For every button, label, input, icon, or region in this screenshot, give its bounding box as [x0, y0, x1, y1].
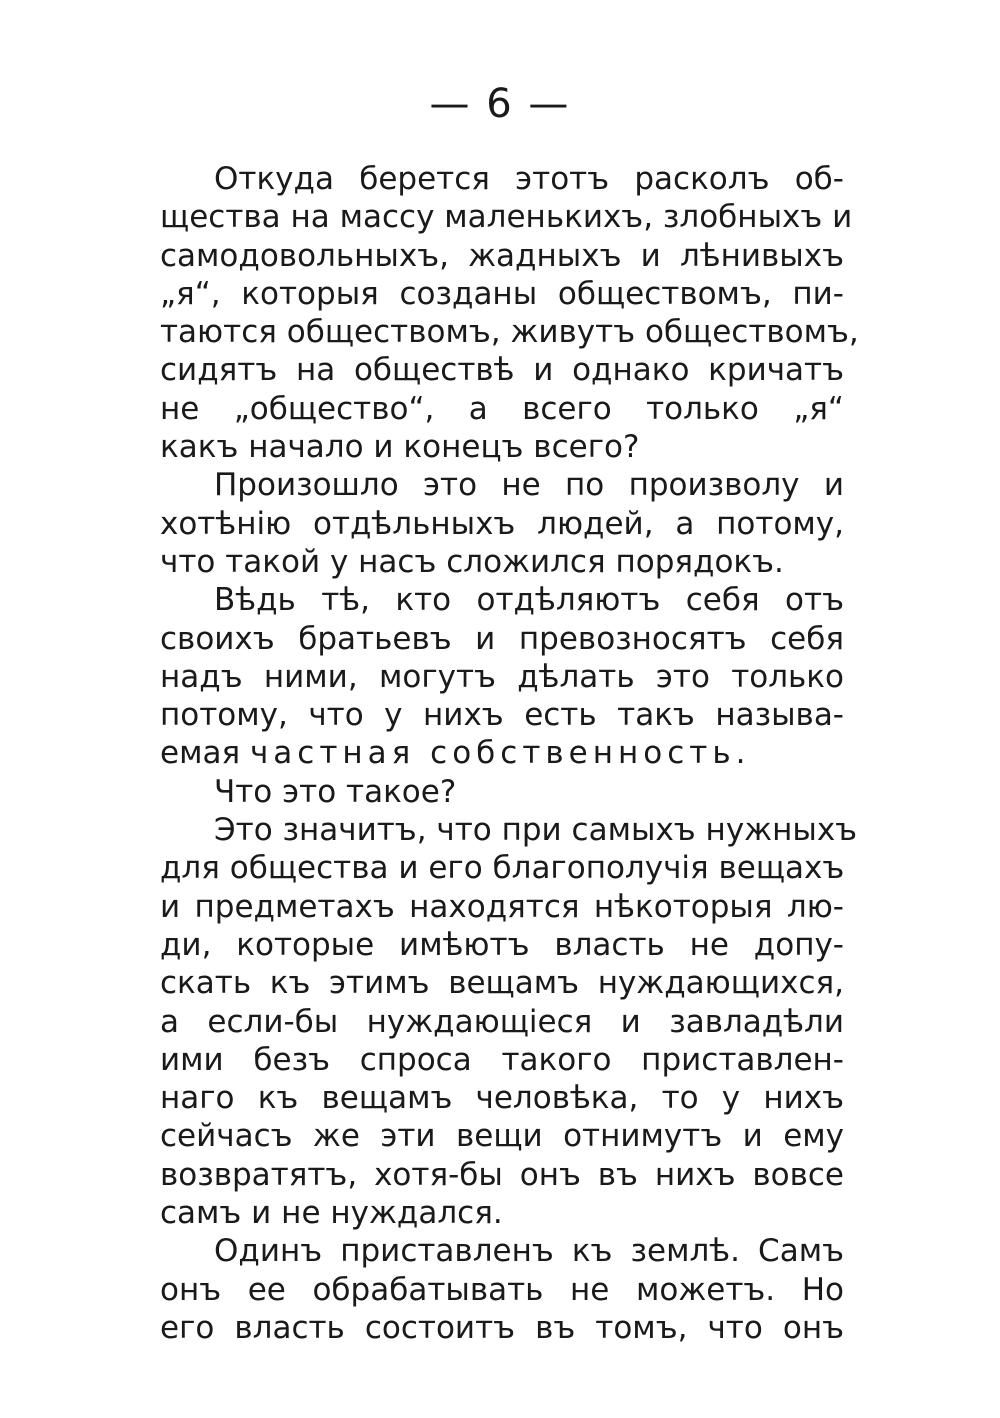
text-fragment: емая	[160, 735, 250, 772]
text-line: щества на массу маленькихъ, злобныхъ и	[160, 199, 853, 236]
text-line: не „общество“, а всего только „я“	[160, 390, 844, 427]
text-line: а если-бы нуждающіеся и завладѣли	[160, 1003, 844, 1040]
emphasized-term: частная собственность.	[249, 735, 751, 772]
text-line: „я“, которыя созданы обществомъ, пи-	[160, 275, 844, 312]
text-line: ими безъ спроса такого приставлен-	[160, 1041, 844, 1078]
text-line: самъ и не нуждался.	[160, 1195, 503, 1232]
text-line: хотѣнію отдѣльныхъ людей, а потому,	[160, 505, 844, 542]
text-line: Вѣдь тѣ, кто отдѣляютъ себя отъ	[214, 582, 844, 619]
text-line: Произошло это не по произволу и	[214, 467, 844, 504]
body-text	[160, 160, 859, 1347]
text-line: Что это такое?	[214, 773, 457, 810]
text-line: таются обществомъ, живутъ обществомъ,	[160, 314, 859, 351]
text-line: своихъ братьевъ и превозносятъ себя	[160, 620, 844, 657]
text-line: надъ ними, могутъ дѣлать это только	[160, 658, 844, 695]
text-line: Откуда берется этотъ расколъ об-	[214, 161, 844, 197]
text-line	[160, 734, 844, 772]
text-line: какъ начало и конецъ всего?	[160, 429, 640, 466]
text-line: наго къ вещамъ человѣка, то у нихъ	[160, 1080, 844, 1117]
text-line: возвратятъ, хотя-бы онъ въ нихъ вовсе	[160, 1156, 844, 1193]
text-line: самодовольныхъ, жадныхъ и лѣнивыхъ	[160, 237, 844, 274]
text-line: что такой у насъ сложился порядокъ.	[160, 543, 784, 580]
text-line: онъ ее обрабатывать не можетъ. Но	[160, 1271, 844, 1308]
text-line: его власть состоитъ въ томъ, что онъ	[160, 1309, 844, 1346]
text-line: для общества и его благополучія вещахъ	[160, 850, 845, 887]
text-line: Одинъ приставленъ къ землѣ. Самъ	[214, 1233, 844, 1270]
text-line: Это значитъ, что при самыхъ нужныхъ	[214, 812, 858, 849]
text-line: сейчасъ же эти вещи отнимутъ и ему	[160, 1118, 844, 1155]
text-line: потому, что у нихъ есть такъ называ-	[160, 697, 844, 734]
text-line: скать къ этимъ вещамъ нуждающихся,	[160, 965, 844, 1002]
text-line: сидятъ на обществѣ и однако кричатъ	[160, 352, 844, 389]
page-number: — 6 —	[429, 81, 571, 127]
text-line: ди, которые имѣютъ власть не допу-	[160, 926, 844, 963]
text-line: и предметахъ находятся нѣкоторыя лю-	[160, 888, 844, 925]
